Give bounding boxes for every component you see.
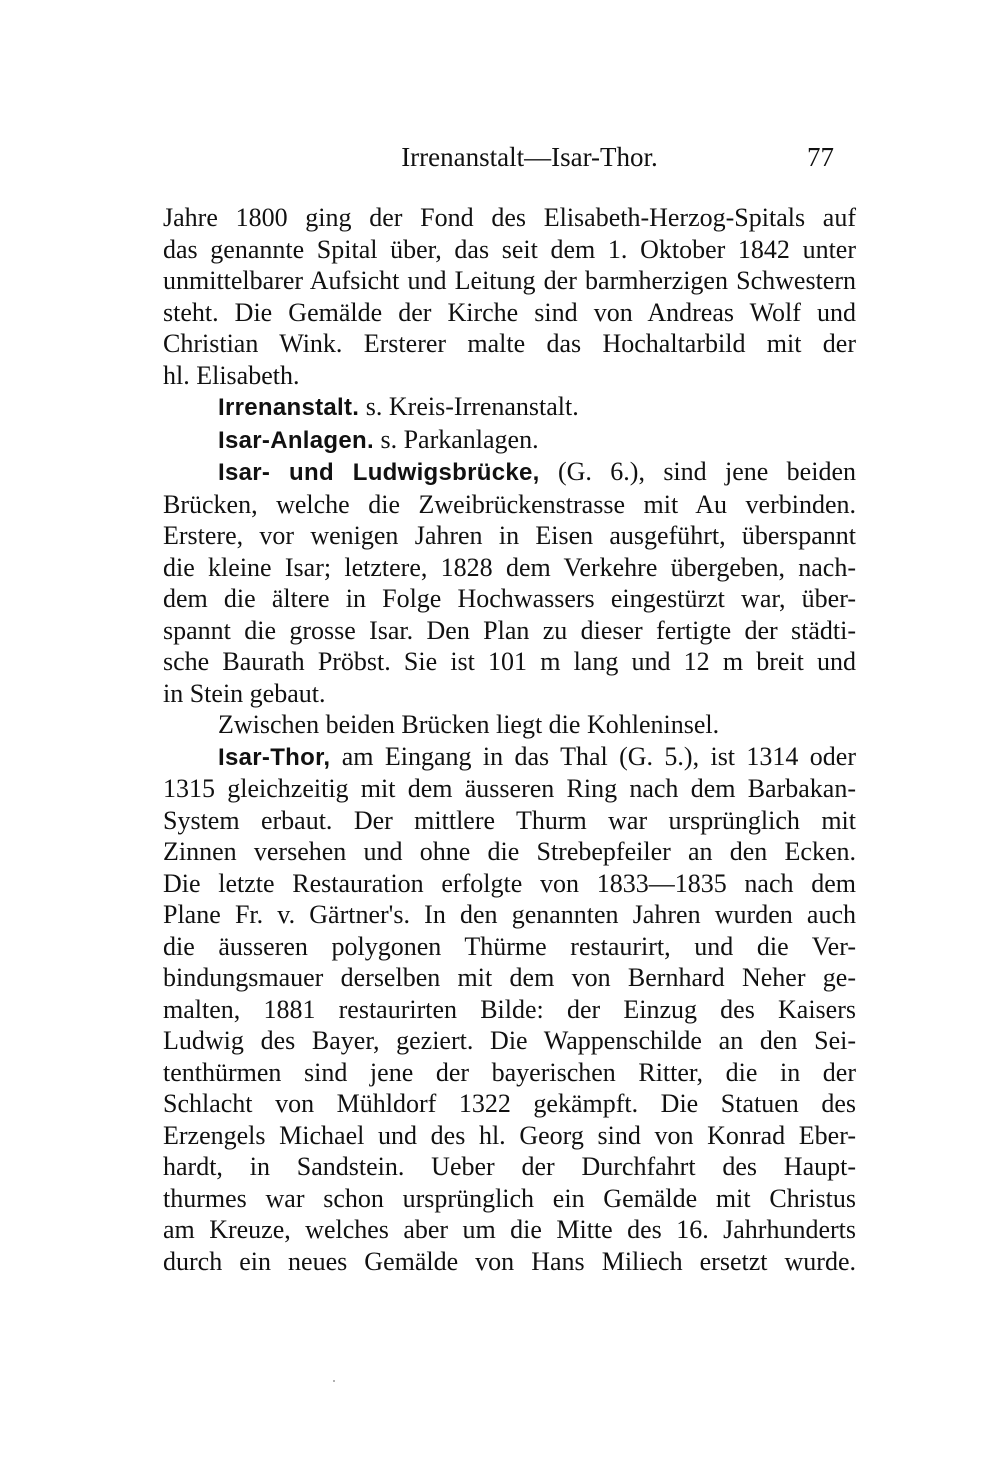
text-line [163, 1025, 856, 1057]
paper-speck [333, 1380, 335, 1382]
entry-keyword: Isar-Thor, [218, 743, 331, 771]
text-line [163, 265, 856, 297]
line-text: Jahre 1800 ging der Fond des Elisabeth-Herzog-Spitals auf [163, 203, 856, 232]
line-text: Christian Wink. Ersterer malte das Hochaltarbild mit der [163, 329, 856, 358]
text-line [163, 1120, 856, 1152]
line-text: die kleine Isar; letztere, 1828 dem Verkehre übergeben, nach- [163, 552, 856, 582]
line-text: durch ein neues Gemälde von Hans Miliech ersetzt wurde. [163, 1246, 856, 1276]
text-line [163, 391, 856, 424]
line-text: bindungsmauer derselben mit dem von Bernhard Neher ge- [163, 963, 856, 992]
text-line [163, 424, 856, 457]
text-line [163, 1057, 856, 1089]
text-line [163, 1214, 856, 1246]
line-text: Plane Fr. v. Gärtner's. In den genannten Jahren wurden auch [163, 900, 856, 929]
line-text: Erzengels Michael und des hl. Georg sind von Konrad Eber- [163, 1120, 856, 1150]
text-line [163, 456, 856, 489]
text-line [163, 962, 856, 994]
line-text: Zinnen versehen und ohne die Strebepfeiler an den Ecken. [163, 837, 856, 866]
text-line [163, 836, 856, 868]
text-line [163, 805, 856, 837]
entry-keyword: Isar- und Ludwigsbrücke, [218, 459, 540, 486]
line-text: hl. Elisabeth. [163, 360, 300, 390]
text-line [163, 709, 856, 741]
page-number: 77 [807, 142, 834, 172]
text-line [163, 1183, 856, 1215]
page-body-text [163, 202, 856, 1277]
text-line [163, 489, 856, 521]
entry-keyword: Irrenanstalt. [218, 394, 360, 421]
text-line [163, 994, 856, 1026]
line-text: spannt die grosse Isar. Den Plan zu dieser fertigte der städti- [163, 615, 856, 645]
line-text: das genannte Spital über, das seit dem 1. Oktober 1842 unter [163, 234, 856, 264]
line-text: steht. Die Gemälde der Kirche sind von Andreas Wolf und [163, 297, 856, 327]
line-text: Brücken, welche die Zweibrückenstrasse mit Au verbinden. [163, 489, 856, 519]
text-line [163, 234, 856, 266]
running-title: Irrenanstalt—Isar-Thor. [401, 142, 658, 172]
text-line [163, 868, 856, 900]
text-line [163, 520, 856, 552]
line-text: Schlacht von Mühldorf 1322 gekämpft. Die Statuen des [163, 1089, 856, 1118]
text-line [163, 297, 856, 329]
text-line [163, 741, 856, 774]
line-text: s. Kreis-Irrenanstalt. [359, 392, 579, 421]
line-text: thurmes war schon ursprünglich ein Gemälde mit Christus [163, 1183, 856, 1213]
running-header [163, 142, 856, 182]
line-text: Erstere, vor wenigen Jahren in Eisen ausgeführt, überspannt [163, 521, 856, 550]
line-text: malten, 1881 restaurirten Bilde: der Einzug des Kaisers [163, 994, 856, 1024]
text-line [163, 552, 856, 584]
line-text: die äusseren polygonen Thürme restaurirt, und die Ver- [163, 931, 856, 961]
text-line [163, 328, 856, 360]
line-text: System erbaut. Der mittlere Thurm war ursprünglich mit [163, 805, 856, 835]
text-line [163, 1246, 856, 1278]
line-text: dem die ältere in Folge Hochwassers eingestürzt war, über- [163, 584, 856, 613]
text-line [163, 1151, 856, 1183]
line-text: sche Baurath Pröbst. Sie ist 101 m lang und 12 m breit und [163, 647, 856, 676]
text-line [163, 678, 856, 710]
text-line [163, 646, 856, 678]
line-text: 1315 gleichzeitig mit dem äusseren Ring nach dem Barbakan- [163, 774, 856, 803]
line-text: am Kreuze, welches aber um die Mitte des 16. Jahrhunderts [163, 1215, 856, 1244]
line-text: (G. 6.), sind jene beiden [539, 457, 856, 486]
line-text: am Eingang in das Thal (G. 5.), ist 1314 oder [330, 741, 856, 771]
line-text: Zwischen beiden Brücken liegt die Kohleninsel. [218, 710, 720, 739]
line-text: tenthürmen sind jene der bayerischen Ritter, die in der [163, 1057, 856, 1087]
text-line [163, 360, 856, 392]
entry-keyword: Isar-Anlagen. [218, 426, 374, 454]
text-line [163, 931, 856, 963]
line-text: Die letzte Restauration erfolgte von 1833—1835 nach dem [163, 868, 856, 898]
text-line [163, 1088, 856, 1120]
line-text: unmittelbarer Aufsicht und Leitung der barmherzigen Schwestern [163, 266, 856, 295]
text-line [163, 615, 856, 647]
text-line [163, 202, 856, 234]
line-text: hardt, in Sandstein. Ueber der Durchfahrt des Haupt- [163, 1152, 856, 1181]
line-text: Ludwig des Bayer, geziert. Die Wappenschilde an den Sei- [163, 1026, 856, 1055]
text-line [163, 773, 856, 805]
text-line [163, 583, 856, 615]
text-line [163, 899, 856, 931]
line-text: in Stein gebaut. [163, 678, 326, 708]
line-text: s. Parkanlagen. [373, 424, 539, 454]
